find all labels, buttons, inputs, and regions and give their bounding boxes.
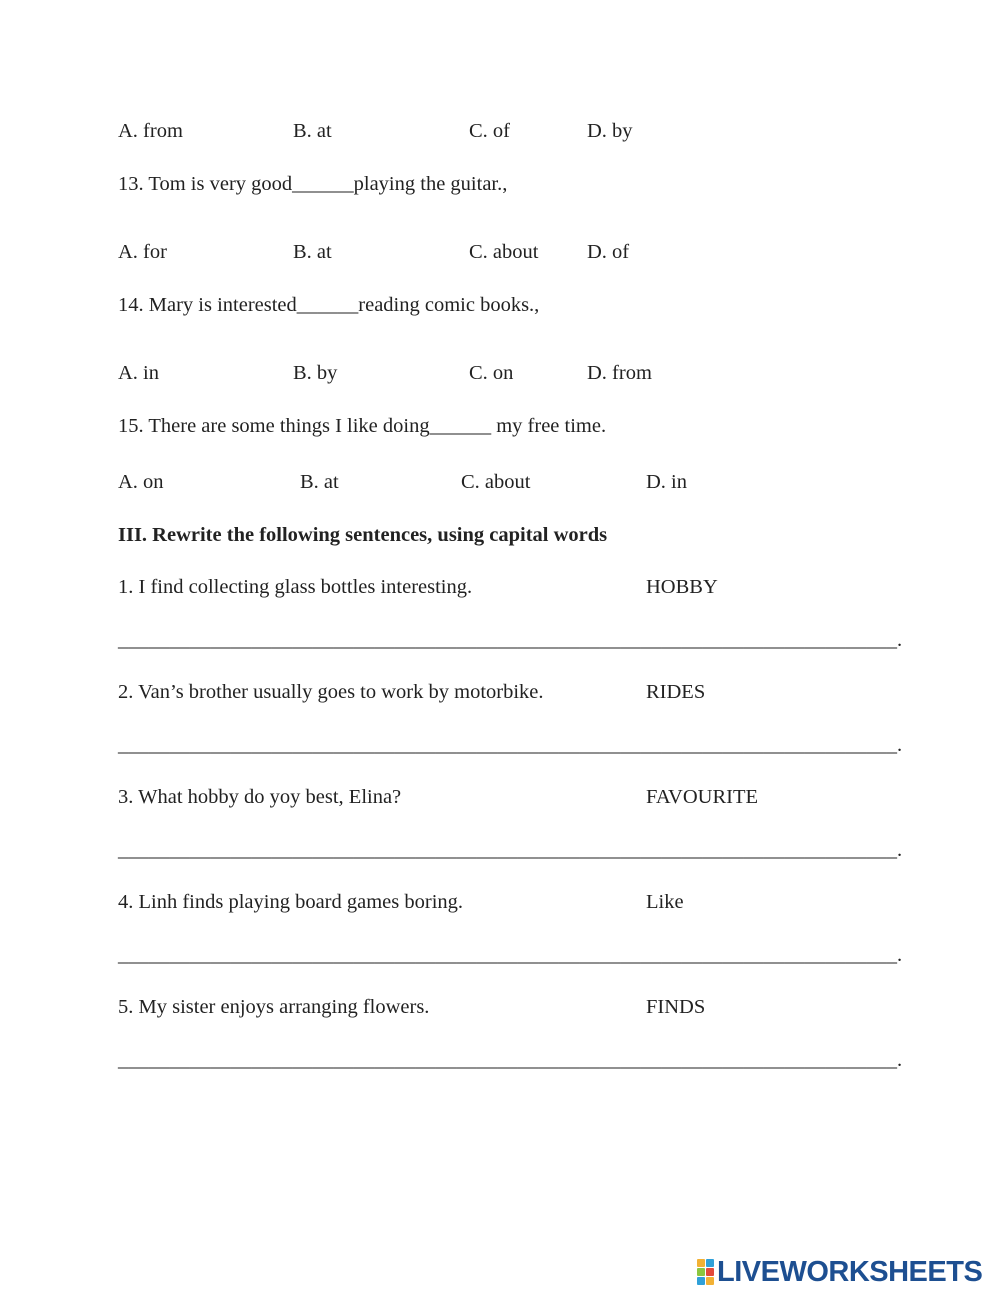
q13-option-b: B. at (293, 241, 332, 263)
answer-line-2[interactable]: ____________________________________________________________________________. (118, 734, 903, 756)
rewrite-sentence-4: 4. Linh finds playing board games boring. (118, 891, 464, 913)
rewrite-sentence-2: 2. Van’s brother usually goes to work by motorbike. (118, 681, 544, 703)
logo-tile (697, 1259, 705, 1267)
q14-option-d: D. from (587, 362, 652, 384)
rewrite-keyword-1: HOBBY (646, 576, 718, 598)
rewrite-keyword-4: Like (646, 891, 684, 913)
q13-option-c: C. about (469, 241, 539, 263)
logo-tile (706, 1268, 714, 1276)
q15-option-b: B. at (300, 471, 339, 493)
q14-option-c: C. on (469, 362, 514, 384)
q14-question: 14. Mary is interested______reading comic books., (118, 294, 540, 316)
answer-line-4[interactable]: ____________________________________________________________________________. (118, 944, 903, 966)
answer-line-3[interactable]: ____________________________________________________________________________. (118, 839, 903, 861)
logo-tile (697, 1277, 705, 1285)
q12-option-b: B. at (293, 120, 332, 142)
liveworksheets-logo-icon (697, 1259, 714, 1285)
rewrite-sentence-5: 5. My sister enjoys arranging flowers. (118, 996, 430, 1018)
liveworksheets-logo-text: LIVEWORKSHEETS (717, 1256, 983, 1288)
q15-option-c: C. about (461, 471, 531, 493)
q12-option-c: C. of (469, 120, 510, 142)
answer-line-5[interactable]: ____________________________________________________________________________. (118, 1049, 903, 1071)
q15-option-d: D. in (646, 471, 687, 493)
rewrite-sentence-3: 3. What hobby do yoy best, Elina? (118, 786, 402, 808)
logo-tile (706, 1277, 714, 1285)
q15-option-a: A. on (118, 471, 164, 493)
q13-question: 13. Tom is very good______playing the guitar., (118, 173, 508, 195)
q12-option-a: A. from (118, 120, 183, 142)
q13-option-a: A. for (118, 241, 167, 263)
q14-option-a: A. in (118, 362, 159, 384)
q12-option-d: D. by (587, 120, 633, 142)
logo-tile (697, 1268, 705, 1276)
rewrite-sentence-1: 1. I find collecting glass bottles interesting. (118, 576, 473, 598)
q13-option-d: D. of (587, 241, 630, 263)
q14-option-b: B. by (293, 362, 338, 384)
q15-question: 15. There are some things I like doing______ my free time. (118, 415, 607, 437)
rewrite-keyword-3: FAVOURITE (646, 786, 758, 808)
answer-line-1[interactable]: ____________________________________________________________________________. (118, 629, 903, 651)
rewrite-keyword-2: RIDES (646, 681, 706, 703)
liveworksheets-logo (697, 1258, 982, 1286)
section-3-heading: III. Rewrite the following sentences, using capital words (118, 524, 608, 546)
rewrite-keyword-5: FINDS (646, 996, 706, 1018)
logo-tile (706, 1259, 714, 1267)
